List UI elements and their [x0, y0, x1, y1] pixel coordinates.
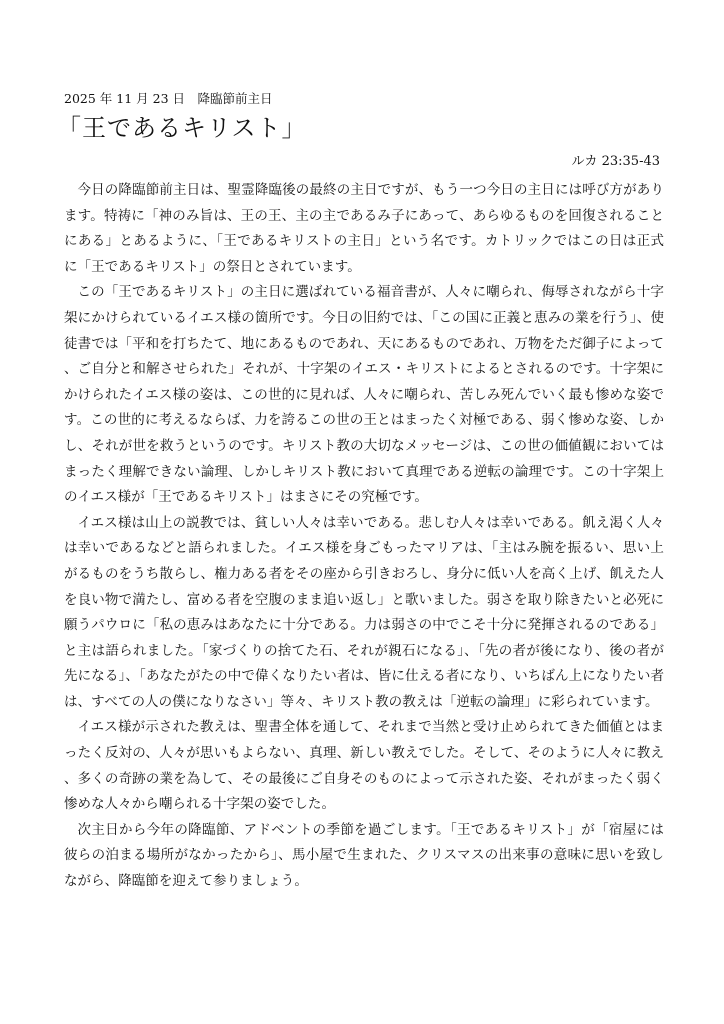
paragraph-5: 次主日から今年の降臨節、アドベントの季節を過ごします。「王であるキリスト」が「宿屋には彼らの泊まる場所がなかったから」、馬小屋で生まれた、クリスマスの出来事の意味に思いを致しながら、降臨節を迎えて参りましょう。: [64, 821, 664, 890]
sermon-body: [64, 178, 664, 895]
sermon-title: 「王であるキリスト」: [57, 114, 307, 142]
paragraph-3: イエス様は山上の説教では、貧しい人々は幸いである。悲しむ人々は幸いである。飢え渇く人々は幸いであるなどと語られました。イエス様を身ごもったマリアは、「主はみ腕を振るい、思い上がるものをうち散らし、権力ある者をその座から引きおろし、身分に低い人を高く上げ、飢えた人を良い物で満たし、富める者を空腹のまま追い返し」と歌いました。弱さを取り除きたいと必死に願うパウロに「私の恵みはあなたに十分である。力は弱さの中でこそ十分に発揮されるのである」と主は語られました。「家づくりの捨てた石、それが親石になる」、「先の者が後になり、後の者が先になる」、「あなたがたの中で偉くなりたい者は、皆に仕える者になり、いちばん上になりたい者は、すべての人の僕になりなさい」等々、キリスト教の教えは「逆転の論理」に彩られています。: [64, 514, 664, 710]
paragraph-1: 今日の降臨節前主日は、聖霊降臨後の最終の主日ですが、もう一つ今日の主日には呼び方があります。特祷に「神のみ旨は、王の王、主の主であるみ子にあって、あらゆるものを回復されることにある」とあるように、「王であるキリストの主日」という名です。カトリックではこの日は正式に「王であるキリスト」の祭日とされています。: [64, 182, 664, 275]
paragraph-4: イエス様が示された教えは、聖書全体を通して、それまで当然と受け止められてきた価値とはまったく反対の、人々が思いもよらない、真理、新しい教えでした。そして、そのように人々に教え、多くの奇跡の業を為して、その最後にご自身そのものによって示された姿、それがまったく弱く惨めな人々から嘲られる十字架の姿でした。: [64, 719, 664, 813]
paragraph-2: この「王であるキリスト」の主日に選ばれている福音書が、人々に嘲られ、侮辱されながら十字架にかけられているイエス様の箇所です。今日の旧約では、「この国に正義と恵みの業を行う」、使徒書では「平和を打ちたて、地にあるものであれ、天にあるものであれ、万物をただ御子によって、ご自分と和解させられた」それが、十字架のイエス・キリストによるとされるのです。十字架にかけられたイエス様の姿は、この世的に見れば、人々に嘲られ、苦しみ死んでいく最も惨めな姿です。この世的に考えるならば、力を誇るこの世の王とはまったく対極である、弱く惨めな姿、しかし、それが世を救うというのです。キリスト教の大切なメッセージは、この世の価値観においてはまったく理解できない論理、しかしキリスト教において真理である逆転の論理です。この十字架上のイエス様が「王であるキリスト」はまさにその究極です。: [64, 284, 664, 506]
sermon-date: 2025 年 11 月 23 日 降臨節前主日: [64, 91, 273, 106]
scripture-reference: ルカ 23:35-43: [571, 154, 660, 169]
